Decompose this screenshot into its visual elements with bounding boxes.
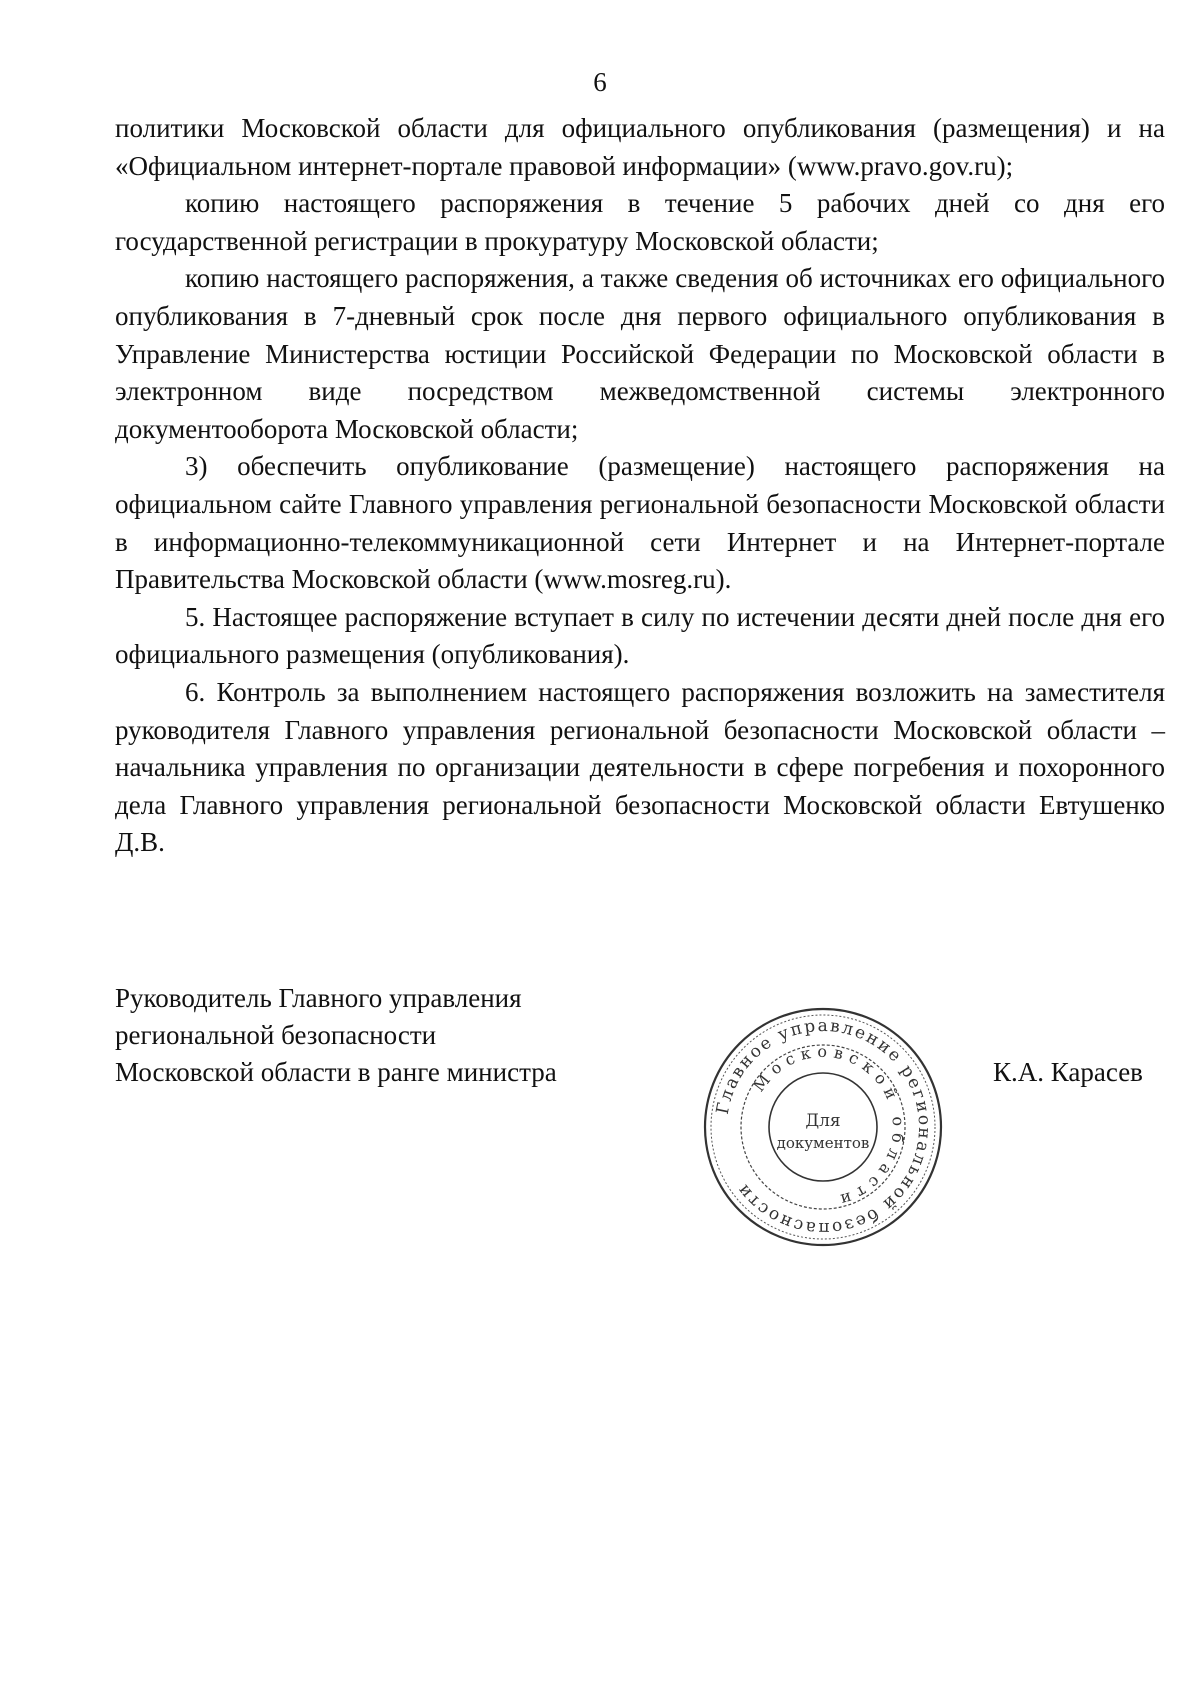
- document-body: [115, 110, 1165, 862]
- page-number: 6: [593, 67, 607, 97]
- stamp-center-line1: Для: [805, 1111, 841, 1131]
- signatory-position: [115, 980, 557, 1091]
- position-line: региональной безопасности: [115, 1020, 437, 1050]
- paragraph-4: 3) обеспечить опубликование (размещение) настоящего распоряжения на официальном сайте Главного управления региональной безопасности Московской области в информационно-телекоммуникационной сети Интернет и на Интернет-портале Правительства Московской области (www.mosreg.ru).: [115, 451, 1165, 595]
- paragraph-3: копию настоящего распоряжения, а также сведения об источниках его официального опубликования в 7-дневный срок после дня первого официального опубликования в Управление Министерства юстиции Российской Федерации по Московской области в электронном виде посредством межведомственной системы электронного документооборота Московской области;: [115, 263, 1165, 444]
- stamp-middle-text: Московской области: [749, 1041, 909, 1212]
- position-line: Руководитель Главного управления: [115, 983, 522, 1013]
- paragraph-6: 6. Контроль за выполнением настоящего распоряжения возложить на заместителя руководителя Главного управления региональной безопасности Московской области – начальника управления по организации деятельности в сфере погребения и похоронного дела Главного управления региональной безопасности Московской области Евтушенко Д.В.: [115, 676, 1165, 858]
- signer-name: К.А. Карасев: [993, 1057, 1143, 1087]
- position-line: Московской области в ранге министра: [115, 1057, 557, 1087]
- paragraph-1: политики Московской области для официального опубликования (размещения) и на «Официальном интернет-портале правовой информации» (www.pravo.gov.ru);: [115, 113, 1165, 181]
- official-stamp: [700, 1004, 946, 1250]
- stamp-center-line2: документов: [776, 1134, 870, 1152]
- paragraph-5: 5. Настоящее распоряжение вступает в силу по истечении десяти дней после дня его официального размещения (опубликования).: [115, 601, 1165, 670]
- stamp-outer-text: Главное управление региональной безопасности: [712, 1015, 935, 1239]
- stamp-graphic: [700, 1004, 946, 1250]
- paragraph-2: копию настоящего распоряжения в течение 5 рабочих дней со дня его государственной регистрации в прокуратуру Московской области;: [115, 188, 1165, 256]
